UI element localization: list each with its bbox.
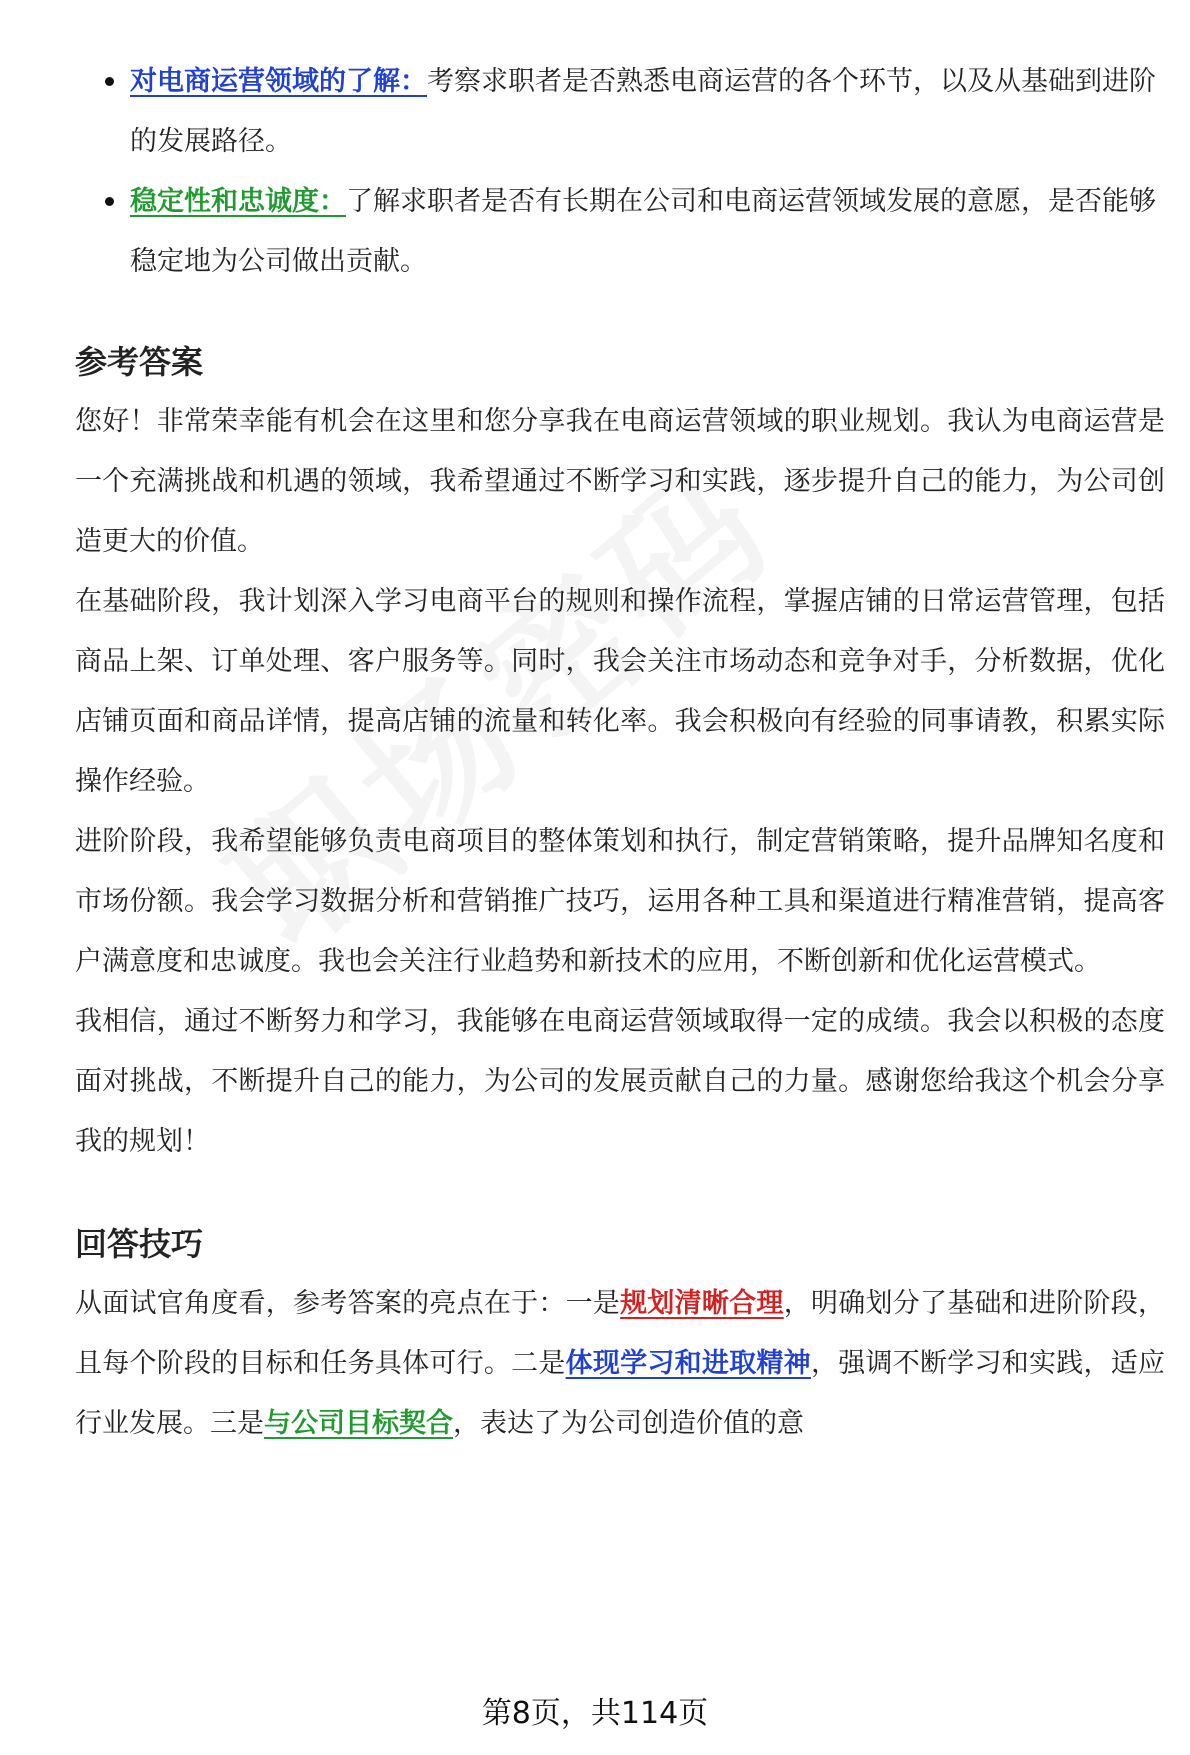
reference-heading: 参考答案 <box>75 343 204 381</box>
tips-heading: 回答技巧 <box>75 1225 204 1263</box>
page-number: 第8页，共114页 <box>481 1696 709 1731</box>
bullet-text: 考察求职者是否熟悉电商运营的各个环节，以及从基础到进阶的发展路径。 <box>130 66 1156 157</box>
criteria-list <box>75 52 1165 292</box>
reference-paragraph: 我相信，通过不断努力和学习，我能够在电商运营领域取得一定的成绩。我会以积极的态度面对挑战，不断提升自己的能力，为公司的发展贡献自己的力量。感谢您给我这个机会分享我的规划！ <box>75 1006 1165 1157</box>
tips-text: ，表达了为公司创造价值的意 <box>453 1408 804 1439</box>
reference-paragraph: 您好！非常荣幸能有机会在这里和您分享我在电商运营领域的职业规划。我认为电商运营是一个充满挑战和机遇的领域，我希望通过不断学习和实践，逐步提升自己的能力，为公司创造更大的价值。 <box>75 406 1165 557</box>
reference-paragraph: 在基础阶段，我计划深入学习电商平台的规则和操作流程，掌握店铺的日常运营管理，包括商品上架、订单处理、客户服务等。同时，我会关注市场动态和竞争对手，分析数据，优化店铺页面和商品详情，提高店铺的流量和转化率。我会积极向有经验的同事请教，积累实际操作经验。 <box>75 586 1165 797</box>
list-item <box>75 172 1165 292</box>
tips-text: ，明确划分了基础和进阶阶段，且每个阶段的目标和任务具体可行。二是 <box>75 1288 1166 1379</box>
highlight-clear-plan: 规划清晰合理 <box>620 1288 784 1319</box>
tips-text: ，强调不断学习和实践，适应行业发展。三是 <box>75 1348 1166 1439</box>
list-item <box>75 52 1165 172</box>
highlight-company-fit: 与公司目标契合 <box>264 1408 453 1439</box>
tips-paragraph <box>75 1274 1165 1454</box>
bullet-lead-label: 对电商运营领域的了解： <box>130 66 427 97</box>
reference-paragraph: 进阶阶段，我希望能够负责电商项目的整体策划和执行，制定营销策略，提升品牌知名度和市场份额。我会学习数据分析和营销推广技巧，运用各种工具和渠道进行精准营销，提高客户满意度和忠诚度。我也会关注行业趋势和新技术的应用，不断创新和优化运营模式。 <box>75 826 1165 977</box>
page-content <box>75 52 1165 1454</box>
highlight-learning-spirit: 体现学习和进取精神 <box>565 1348 811 1379</box>
tips-text: 从面试官角度看，参考答案的亮点在于：一是 <box>75 1288 621 1319</box>
bullet-text: 了解求职者是否有长期在公司和电商运营领域发展的意愿，是否能够稳定地为公司做出贡献。 <box>130 186 1156 277</box>
bullet-lead-label: 稳定性和忠诚度： <box>130 186 346 217</box>
